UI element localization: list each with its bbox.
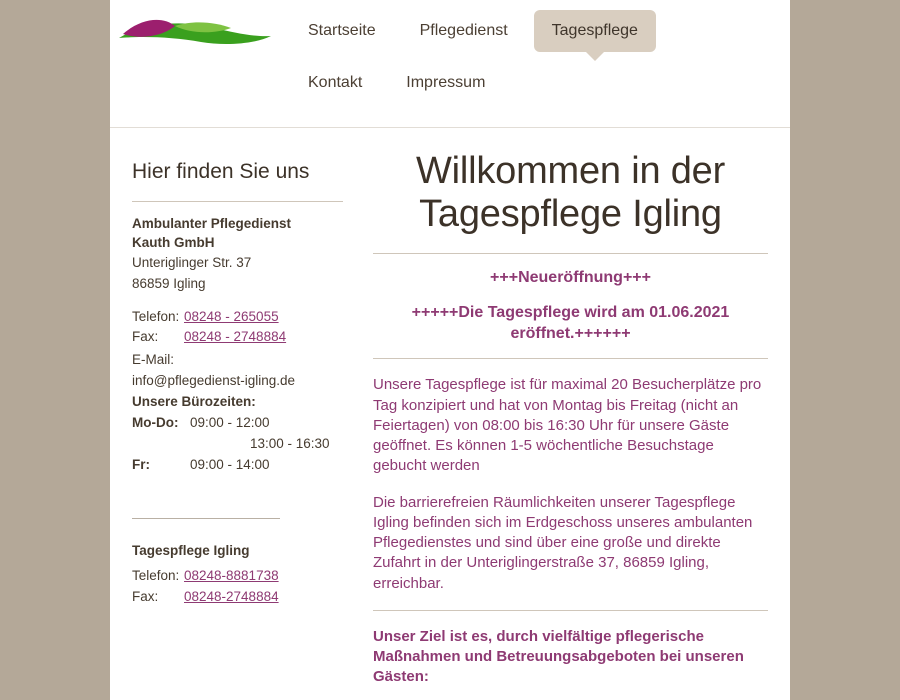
paragraph-goal: Unser Ziel ist es, durch vielfältige pflegerische Maßnahmen und Betreuungsabgeboten bei unseren Gästen: [373,627,744,686]
main-content [355,128,790,700]
nav-item-impressum[interactable]: Impressum [406,74,486,91]
office-hours-times-1b: 13:00 - 16:30 [250,436,330,452]
sidebar-heading: Hier finden Sie uns [132,156,343,202]
phone-row [132,307,343,328]
nav-row-secondary [290,62,790,104]
fax-value-wrap [184,327,286,348]
company-name-line1: Ambulanter Pflegedienst [132,215,292,231]
tagespflege-phone-label: Telefon: [132,567,180,583]
company-street: Unteriglinger Str. 37 [132,254,252,270]
spacer [132,295,343,307]
nav-row-primary [290,10,790,52]
divider-bottom [373,610,768,611]
announcement-primary: +++Neueröffnung+++ [490,269,651,287]
nav-item-pflegedienst[interactable]: Pflegedienst [419,22,508,39]
tagespflege-section-title: Tagespflege Igling [132,542,250,558]
phone-link[interactable]: 08248 - 265055 [184,308,279,324]
office-hours-days-1: Mo-Do: [132,415,179,431]
tagespflege-fax-label: Fax: [132,588,159,604]
sidebar [110,128,355,700]
tagespflege-fax-link[interactable]: 08248-2748884 [184,588,279,604]
tagespflege-phone-link[interactable]: 08248-8881738 [184,567,279,583]
paragraph-capacity: Unsere Tagespflege ist für maximal 20 Besucherplätze pro Tag konzipiert und hat von Montag bis Freitag (nicht an Feiertagen) von 08:00 bis 16:30 Uhr für unsere Gäste geöffnet. Es können 1-5 wöchentliche Besuchstage gebucht werden [373,376,762,475]
fax-label: Fax: [132,329,159,345]
site-logo-icon[interactable] [115,12,275,54]
divider-top [373,253,768,254]
fax-link[interactable]: 08248 - 2748884 [184,329,287,345]
company-city: 86859 Igling [132,275,206,291]
site-header [110,0,790,128]
company-name-line2: Kauth GmbH [132,235,215,251]
office-hours-days-2: Fr: [132,456,150,472]
nav-item-tagespflege[interactable]: Tagespflege [534,10,656,52]
tagespflege-phone-row [132,566,343,587]
announcement-secondary: +++++Die Tagespflege wird am 01.06.2021 eröffnet.++++++ [411,303,730,342]
tagespflege-fax-value-wrap [184,587,279,608]
nav-item-kontakt[interactable]: Kontakt [308,74,363,91]
page-title: Willkommen in der Tagespflege Igling [415,150,726,235]
company-name [132,214,343,253]
tagespflege-fax-row [132,587,343,608]
email-value[interactable]: info@pflegedienst-igling.de [132,373,296,389]
main-navigation [290,10,790,104]
nav-item-startseite[interactable]: Startseite [308,22,376,39]
office-hours-row-2 [132,455,343,476]
office-hours-times-1: 09:00 - 12:00 [190,415,270,431]
phone-value-wrap [184,307,279,328]
divider-middle [373,358,768,359]
body-wrapper [110,128,790,700]
sidebar-divider [132,518,280,519]
office-hours-heading: Unsere Bürozeiten: [132,394,256,410]
office-hours-times-2: 09:00 - 14:00 [190,456,270,472]
office-hours-row-1 [132,413,343,434]
content-frame [110,0,790,700]
paragraph-location: Die barrierefreien Räumlichkeiten unserer Tagespflege Igling befinden sich im Erdgeschoss unseres ambulanten Pflegedienstes und sind über eine große und direkte Zufahrt in der Unteriglingerstraße 37, 86859 Igling, erreichbar. [373,493,753,592]
tagespflege-phone-value-wrap [184,566,279,587]
fax-row [132,327,343,348]
email-label: E-Mail: [132,352,175,368]
phone-label: Telefon: [132,308,180,324]
